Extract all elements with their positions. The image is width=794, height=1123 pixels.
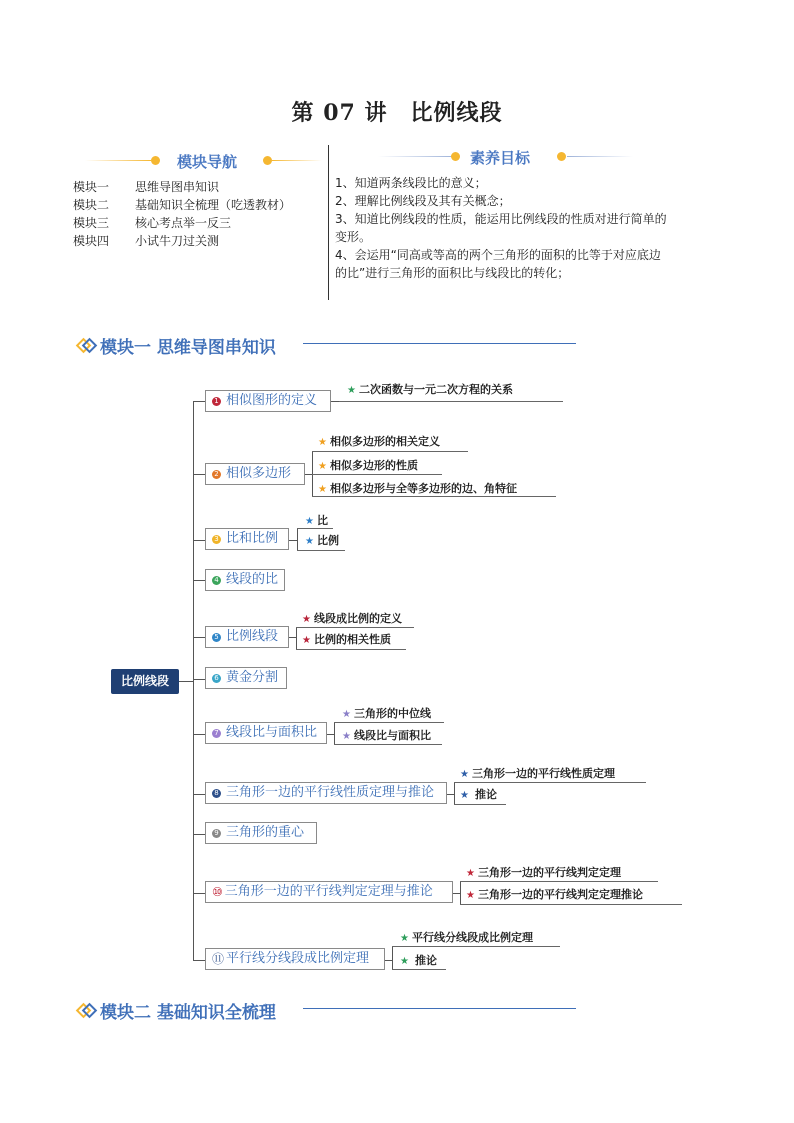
- mindmap-leaf: ★ 相似多边形的相关定义: [318, 435, 440, 448]
- star-icon: ★: [305, 516, 314, 527]
- module2-title: 模块二 基础知识全梳理: [100, 1003, 276, 1023]
- node-label: 三角形一边的平行线判定定理与推论: [224, 884, 433, 899]
- nav-heading: 模块导航: [177, 153, 238, 171]
- mindmap-leaf: ★ 比例的相关性质: [302, 633, 391, 646]
- mindmap-node-centroid[interactable]: [205, 822, 317, 844]
- divider: [272, 160, 322, 161]
- mindmap-node-proportional-segments[interactable]: [205, 626, 289, 648]
- star-icon: ★: [342, 731, 351, 742]
- node-number: ⑪: [212, 951, 225, 966]
- nav-text: 思维导图串知识: [135, 180, 220, 194]
- node-label: 相似图形的定义: [226, 393, 318, 408]
- mindmap-leaf: ★ 三角形一边的平行线判定定理推论: [466, 888, 643, 901]
- mindmap-node-golden-section[interactable]: [205, 667, 287, 689]
- divider: [303, 343, 576, 344]
- goal-line: 4、会运用“同高或等高的两个三角形的面积的比等于对应底边: [335, 248, 661, 262]
- node-number: 7: [212, 729, 221, 738]
- bullet-dot-icon: [451, 152, 460, 161]
- star-icon: ★: [400, 933, 409, 944]
- star-icon: ★: [318, 484, 327, 495]
- star-icon: ★: [466, 890, 475, 901]
- node-label: 比和比例: [226, 531, 279, 546]
- mindmap-leaf: ★ 二次函数与一元二次方程的关系: [347, 383, 513, 396]
- star-icon: ★: [460, 769, 469, 780]
- node-number: 4: [212, 576, 221, 585]
- star-icon: ★: [400, 956, 409, 967]
- star-icon: ★: [305, 536, 314, 547]
- star-icon: ★: [302, 614, 311, 625]
- node-number: 6: [212, 674, 221, 683]
- node-label: 三角形一边的平行线性质定理与推论: [226, 785, 435, 800]
- goal-line: 的比”进行三角形的面积比与线段比的转化；: [335, 266, 570, 280]
- mindmap-leaf: ★ 三角形一边的平行线性质定理: [460, 767, 615, 780]
- node-number: 1: [212, 397, 221, 406]
- divider: [567, 156, 633, 157]
- mindmap-leaf: ★ 比: [305, 514, 328, 527]
- mindmap-node-parallel-lines-proportion[interactable]: [205, 948, 385, 970]
- divider: [303, 1008, 576, 1009]
- nav-item[interactable]: [73, 196, 291, 214]
- star-icon: ★: [342, 709, 351, 720]
- node-label: 比例线段: [226, 629, 279, 644]
- connector: [179, 681, 193, 682]
- star-icon: ★: [466, 868, 475, 879]
- node-label: 相似多边形: [226, 466, 292, 481]
- divider: [378, 156, 453, 157]
- bullet-dot-icon: [263, 156, 272, 165]
- star-icon: ★: [318, 461, 327, 472]
- nav-text: 基础知识全梳理（吃透教材）: [135, 198, 292, 212]
- mindmap-leaf: ★ 推论: [460, 788, 497, 801]
- nav-code: 模块四: [73, 234, 110, 248]
- column-divider: [328, 145, 329, 300]
- mindmap-leaf: ★ 相似多边形与全等多边形的边、角特征: [318, 482, 517, 495]
- goal-line: 2、理解比例线段及其有关概念；: [335, 194, 511, 208]
- diamond-icon: [77, 1000, 97, 1020]
- node-label: 黄金分割: [226, 670, 279, 685]
- diamond-icon: [77, 335, 97, 355]
- goal-line: 1、知道两条线段比的意义；: [335, 176, 487, 190]
- goals-list: [335, 174, 725, 282]
- nav-item[interactable]: [73, 232, 291, 250]
- star-icon: ★: [302, 635, 311, 646]
- mindmap-leaf: ★ 平行线分线段成比例定理: [400, 931, 533, 944]
- nav-code: 模块二: [73, 198, 110, 212]
- node-label: 线段的比: [226, 572, 279, 587]
- connector: [193, 401, 194, 960]
- page-title: 第 07 讲 比例线段: [291, 100, 503, 126]
- nav-list: [73, 178, 291, 250]
- module1-title: 模块一 思维导图串知识: [100, 338, 276, 358]
- node-label: 平行线分线段成比例定理: [226, 951, 370, 966]
- mindmap-leaf: ★ 三角形的中位线: [342, 707, 431, 720]
- node-number: 5: [212, 633, 221, 642]
- nav-code: 模块三: [73, 216, 110, 230]
- goal-line: 3、知道比例线段的性质，能运用比例线段的性质对进行简单的: [335, 212, 667, 226]
- mindmap-leaf: ★ 线段成比例的定义: [302, 612, 402, 625]
- mindmap-node-ratio-proportion[interactable]: [205, 528, 289, 550]
- mindmap-leaf: ★ 比例: [305, 534, 339, 547]
- mindmap-node-similar-figure-definition[interactable]: [205, 390, 331, 412]
- node-label: 三角形的重心: [226, 825, 305, 840]
- node-number: 3: [212, 535, 221, 544]
- mindmap-node-segment-ratio[interactable]: [205, 569, 285, 591]
- nav-item[interactable]: [73, 214, 291, 232]
- mindmap-leaf: ★ 推论: [400, 954, 437, 967]
- star-icon: ★: [318, 437, 327, 448]
- node-number: 2: [212, 470, 221, 479]
- node-label: 线段比与面积比: [226, 725, 318, 740]
- star-icon: ★: [460, 790, 469, 801]
- mindmap-leaf: ★ 线段比与面积比: [342, 729, 431, 742]
- goal-line: 变形。: [335, 230, 372, 244]
- nav-text: 核心考点举一反三: [135, 216, 232, 230]
- bullet-dot-icon: [151, 156, 160, 165]
- nav-item[interactable]: [73, 178, 291, 196]
- mindmap-leaf: ★ 相似多边形的性质: [318, 459, 418, 472]
- nav-text: 小试牛刀过关测: [135, 234, 220, 248]
- mindmap-node-parallel-property-theorem[interactable]: [205, 782, 447, 804]
- mindmap-node-segment-area-ratio[interactable]: [205, 722, 327, 744]
- nav-code: 模块一: [73, 180, 110, 194]
- node-number: ⑩: [212, 884, 223, 899]
- mindmap-node-similar-polygon[interactable]: [205, 463, 305, 485]
- mindmap-leaf: ★ 三角形一边的平行线判定定理: [466, 866, 621, 879]
- node-number: 8: [212, 789, 221, 798]
- star-icon: ★: [347, 385, 356, 396]
- node-number: 9: [212, 829, 221, 838]
- mindmap-root: 比例线段: [111, 669, 179, 694]
- goals-heading: 素养目标: [470, 149, 531, 167]
- divider: [85, 160, 151, 161]
- mindmap-node-parallel-criterion-theorem[interactable]: [205, 881, 453, 903]
- bullet-dot-icon: [557, 152, 566, 161]
